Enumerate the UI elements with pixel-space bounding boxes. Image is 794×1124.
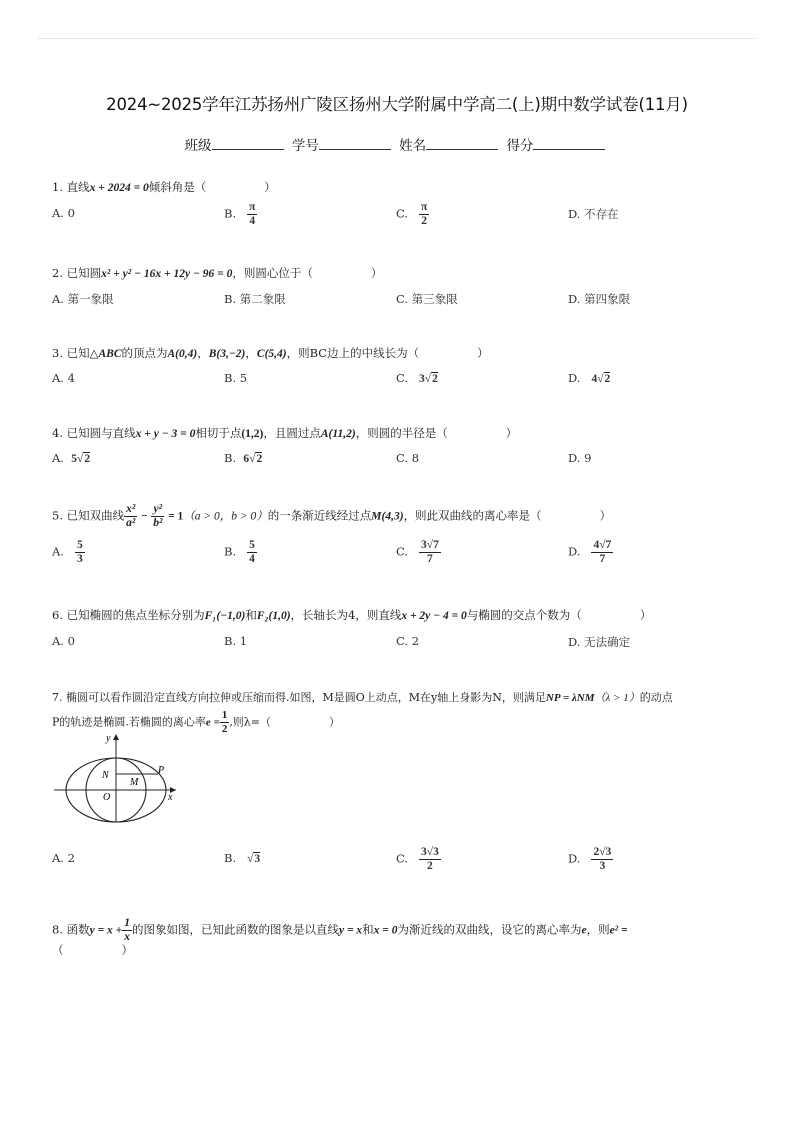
question-text: 倾斜角是（: [148, 180, 207, 194]
label-y: y: [106, 733, 111, 744]
q1-option-c: C. $\frac{\pi}{2}$: [396, 201, 428, 227]
question-1: [52, 179, 276, 196]
ellipse-figure: [52, 730, 182, 825]
question-2: 2. 已知圆x² + y² − 16x + 12y − 96 = 0，则圆心位于（ ）: [52, 266, 383, 280]
q7-option-b: B. √3: [224, 851, 261, 865]
q1-option-a: A. 0: [52, 206, 75, 220]
question-5: 5. 已知双曲线 $\frac{\text{x²}}{\text{a²}}$ − $\frac{\text{y²}}{\text{b²}}$ = 1（a > 0，b > 0）的一条渐近线经过点M(4,3)，则此双曲线的离心率是（ ）: [52, 503, 612, 529]
question-8-line-2: （ ）: [52, 943, 133, 957]
math-expression: x + 2024 = 0: [89, 182, 149, 194]
name-label: 姓名: [399, 138, 427, 154]
label-n: N: [102, 770, 109, 781]
label-x: x: [168, 792, 173, 803]
question-7: 7. 椭圆可以看作圆沿定直线方向拉伸或压缩而得.如图，M是圆O上动点，M在y轴上身影为N，则满足NP = λNM（λ > 1）的动点: [52, 691, 673, 704]
q7-option-d: D. $\frac{2√3}{3}$: [568, 846, 612, 872]
page-title: 2024~2025学年江苏扬州广陵区扬州大学附属中学高二(上)期中数学试卷(11月): [106, 95, 688, 114]
class-blank: [212, 137, 284, 150]
q2-option-a: A. 第一象限: [52, 292, 114, 306]
q7-option-c: C. $\frac{3√3}{2}$: [396, 846, 439, 872]
student-info-line: [0, 134, 794, 154]
label-m: M: [130, 777, 139, 788]
q2-option-d: D. 第四象限: [568, 292, 631, 306]
header-divider: [38, 38, 756, 39]
q5-option-c: C. $\frac{3√7}{7}$: [396, 539, 439, 565]
y-axis-arrow: [113, 734, 119, 740]
q5-option-b: B. $\frac{5}{4}$: [224, 539, 255, 565]
q3-option-d: D. 4√2: [568, 371, 611, 385]
math-expression: x² + y² − 16x + 12y − 96 = 0: [101, 268, 233, 280]
q4-option-a: A. 5√2: [52, 451, 91, 465]
question-6: 6. 已知椭圆的焦点坐标分别为F₁(−1,0)和F₂(1,0)，长轴长为4，则直线x + 2y − 4 = 0与椭圆的交点个数为（ ）: [52, 608, 652, 622]
q6-option-b: B. 1: [224, 634, 248, 648]
q3-option-c: C. 3√2: [396, 371, 438, 385]
q1-option-b: B. $\frac{\pi}{4}$: [224, 201, 256, 227]
question-text: 直线: [66, 180, 90, 194]
question-number: 1.: [52, 180, 63, 194]
q2-option-c: C. 第三象限: [396, 292, 458, 306]
q7-option-a: A. 2: [52, 851, 75, 865]
answer-bracket: ）: [264, 180, 276, 194]
q6-option-d: D. 无法确定: [568, 635, 631, 649]
q2-option-b: B. 第二象限: [224, 292, 286, 306]
q6-option-c: C. 2: [396, 634, 420, 648]
score-blank: [533, 137, 605, 150]
q6-option-a: A. 0: [52, 634, 75, 648]
label-o: O: [103, 792, 111, 803]
class-label: 班级: [184, 138, 212, 154]
q3-option-a: A. 4: [52, 371, 75, 385]
name-blank: [426, 137, 498, 150]
q4-option-d: D. 9: [568, 451, 592, 465]
question-4: 4. 已知圆与直线x + y − 3 = 0相切于点(1,2)，且圆过点A(11,2)，则圆的半径是（ ）: [52, 426, 518, 440]
q1-option-d: D. 不存在: [568, 207, 619, 221]
question-7-line-2: P的轨迹是椭圆.若椭圆的离心率e = $\frac{1}{2}$ ,则λ=（ ）: [52, 709, 340, 735]
question-8: 8. 函数y = x + $\frac{1}{x}$ 的图象如图，已知此函数的图象是以直线y = x和x = 0为渐近线的双曲线，设它的离心率为e，则e² =: [52, 917, 628, 943]
q4-option-b: B. 6√2: [224, 451, 263, 465]
number-label: 学号: [291, 138, 319, 154]
label-p: P: [158, 765, 165, 776]
question-3: 3. 已知△ABC的顶点为A(0,4)，B(3,−2)，C(5,4)，则BC边上的中线长为（ ）: [52, 346, 489, 360]
q5-option-a: A. $\frac{5}{3}$: [52, 539, 83, 565]
number-blank: [319, 137, 391, 150]
q3-option-b: B. 5: [224, 371, 248, 385]
score-label: 得分: [506, 138, 534, 154]
q5-option-d: D. $\frac{4√7}{7}$: [568, 539, 612, 565]
q4-option-c: C. 8: [396, 451, 420, 465]
